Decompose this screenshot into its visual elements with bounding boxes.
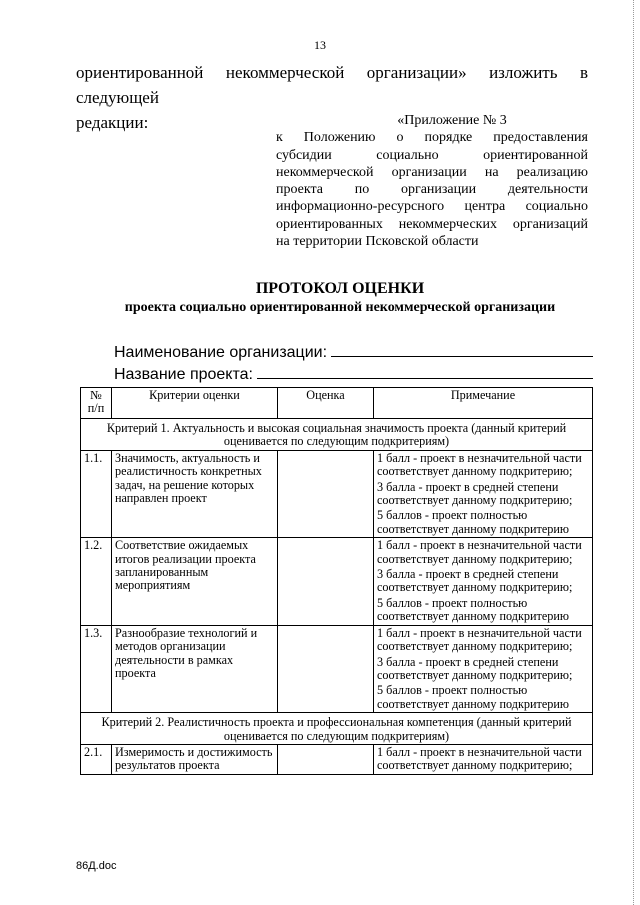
criterion-2-text: Критерий 2. Реалистичность проекта и профессиональная компетенция (данный критерий оценивается по следующим подкритериям) [81, 713, 593, 745]
annex-reference [276, 112, 588, 250]
table-row [81, 744, 593, 774]
table-header-row [81, 388, 593, 419]
note-item: 3 балла - проект в средней степени соответствует данному подкритерию; [377, 654, 573, 682]
criterion-2-row [81, 713, 593, 745]
document-title: ПРОТОКОЛ ОЦЕНКИ [255, 280, 425, 297]
header-criteria: Критерии оценки [112, 388, 278, 419]
header-note: Примечание [374, 388, 593, 419]
row-note [374, 744, 593, 774]
row-number: 1.2. [81, 538, 112, 625]
annex-line: субсидии социально ориентированной [276, 147, 588, 163]
annex-heading: «Приложение № 3 [397, 113, 507, 128]
note-item: 1 балл - проект в незначительной части соответствует данному подкритерию; [377, 625, 582, 654]
intro-line-2: редакции: [76, 113, 149, 132]
intro-line-1: ориентированной некоммерческой организации» изложить в следующей [76, 63, 588, 107]
note-item: 5 баллов - проект полностью соответствует данному подкритерию [377, 683, 569, 711]
evaluation-table [80, 387, 593, 775]
project-name-label: Название проекта: [114, 366, 253, 383]
annex-line: ориентированных некоммерческих организаций [276, 216, 588, 232]
note-item: 1 балл - проект в незначительной части соответствует данному подкритерию; [377, 538, 582, 566]
note-item: 3 балла - проект в средней степени соответствует данному подкритерию; [377, 567, 573, 595]
row-score-cell [278, 450, 374, 537]
organization-name-blank [331, 341, 593, 357]
annex-line: некоммерческой организации на реализацию [276, 164, 588, 180]
organization-name-field [114, 341, 593, 362]
project-name-blank [257, 363, 593, 379]
annex-last-line: на территории Псковской области [276, 234, 479, 250]
row-note [374, 450, 593, 537]
page-number: 13 [314, 38, 326, 52]
row-note [374, 538, 593, 625]
note-item: 1 балл - проект в незначительной части соответствует данному подкритерию; [377, 450, 582, 479]
organization-name-label: Наименование организации: [114, 344, 328, 361]
row-score-cell [278, 538, 374, 625]
header-score: Оценка [278, 388, 374, 419]
row-criteria: Измеримость и достижимость результатов проекта [112, 744, 278, 774]
row-number: 2.1. [81, 744, 112, 774]
note-item: 3 балла - проект в средней степени соответствует данному подкритерию; [377, 479, 573, 508]
annex-line: информационно-ресурсного центра социально [276, 199, 588, 215]
document-subtitle: проекта социально ориентированной некоммерческой организации [124, 300, 556, 315]
row-criteria: Разнообразие технологий и методов организации деятельности в рамках проекта [112, 625, 278, 712]
row-score-cell [278, 625, 374, 712]
criterion-1-text: Критерий 1. Актуальность и высокая социальная значимость проекта (данный критерий оценивается по следующим подкритериям) [81, 419, 593, 451]
criterion-1-row [81, 419, 593, 451]
row-number: 1.3. [81, 625, 112, 712]
table-row [81, 538, 593, 625]
project-name-field [114, 363, 593, 384]
row-number: 1.1. [81, 450, 112, 537]
row-note [374, 625, 593, 712]
annex-line: к Положению о порядке предоставления [276, 130, 588, 146]
row-criteria: Соответствие ожидаемых итогов реализации проекта запланированным мероприятиям [112, 538, 278, 625]
row-score-cell [278, 744, 374, 774]
row-criteria: Значимость, актуальность и реалистичность конкретных задач, на решение которых направлен проект [112, 450, 278, 537]
annex-line: проекта по организации деятельности [276, 182, 588, 198]
note-item: 5 баллов - проект полностью соответствует данному подкритерию [377, 595, 569, 624]
table-row [81, 625, 593, 712]
table-row [81, 450, 593, 537]
note-item: 5 баллов - проект полностью соответствует данному подкритерию [377, 508, 569, 536]
page-edge-divider [632, 0, 634, 905]
footer-filename: 86Д.doc [76, 860, 117, 872]
header-num: № п/п [81, 388, 112, 419]
note-item: 1 балл - проект в незначительной части соответствует данному подкритерию; [377, 744, 582, 773]
